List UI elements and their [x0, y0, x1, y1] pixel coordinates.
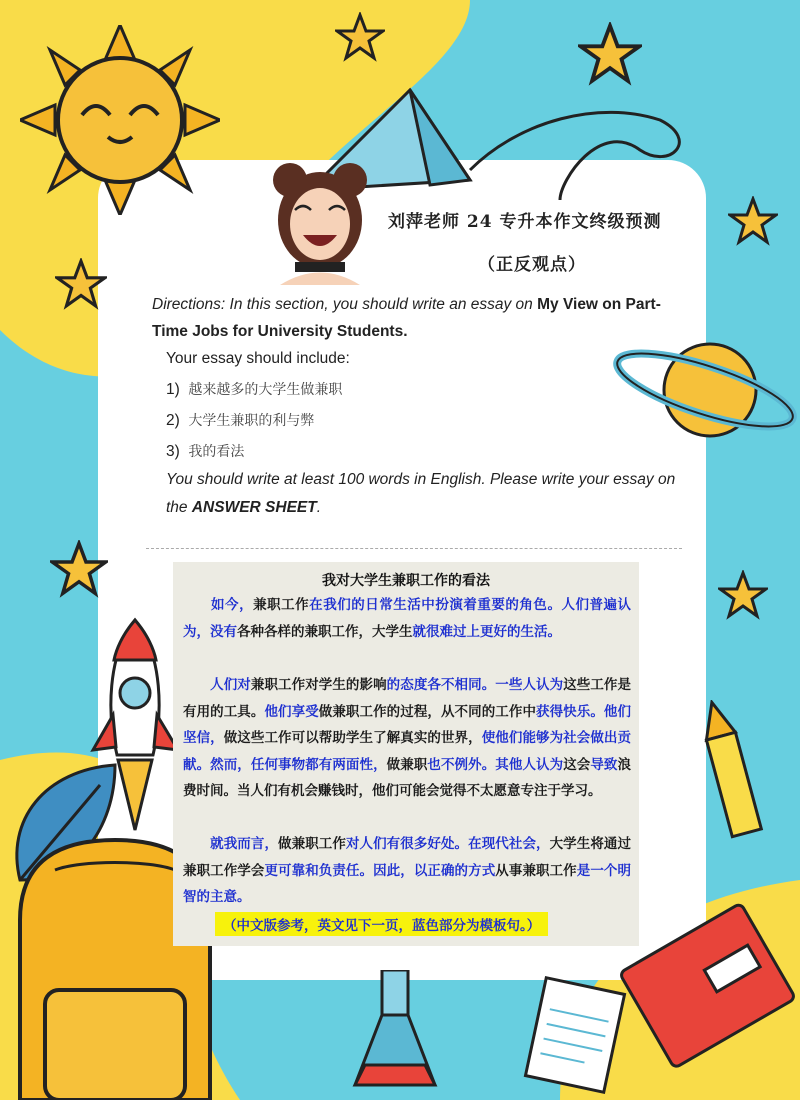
instruction-prefix: You should write at least 100 words in English. Please write your essay on the: [166, 471, 676, 516]
answer-sheet-label: ANSWER SHEET: [191, 499, 317, 516]
book-icon: [620, 900, 800, 1080]
essay-box: [173, 562, 639, 946]
essay-text: 做兼职工作的过程，从不同的工作中: [318, 703, 537, 720]
star-icon: [728, 196, 778, 246]
crayon-icon: [690, 700, 770, 840]
essay-text: 做这些工作可以帮助学生了解真实的世界，: [223, 730, 482, 746]
reference-note: （中文版参考，英文见下一页，蓝色部分为模板句。）: [215, 912, 548, 936]
planet-icon: [610, 330, 800, 450]
requirement-number: 2): [166, 412, 180, 429]
essay-text: 这会: [563, 756, 591, 773]
notepad-icon: [520, 975, 630, 1095]
star-icon: [578, 22, 642, 86]
template-sentence: 的态度各不相同。一些人认为: [386, 677, 564, 693]
essay-topic: My View on Part-Time Jobs for University Students.: [152, 296, 661, 340]
requirement-item: [166, 410, 314, 430]
template-sentence: 更可靠和负责任。因此，以正确的方式: [264, 862, 496, 879]
requirement-item: [166, 441, 244, 461]
essay-title: 我对大学生兼职工作的看法: [322, 573, 490, 589]
essay-text: 这些工作是有用的工具。: [183, 677, 631, 720]
template-sentence: 人们对: [183, 677, 251, 693]
avatar-girl: [265, 160, 375, 285]
template-sentence: 在我们的日常生活中扮演着重要的角色。人们普遍认为，没有: [183, 597, 632, 640]
star-icon: [718, 570, 768, 620]
template-sentence: 如今，: [183, 597, 254, 613]
star-icon: [55, 258, 107, 310]
directions-text: [152, 291, 692, 345]
requirement-item: [166, 379, 342, 399]
star-icon: [335, 12, 385, 62]
template-sentence: 对人们有很多好处。在现代社会，: [345, 836, 550, 852]
essay-paragraph: [183, 672, 631, 805]
essay-paragraph: [183, 592, 631, 645]
requirements-intro: Your essay should include:: [166, 350, 350, 367]
requirement-text: 大学生兼职的利与弊: [188, 413, 315, 429]
requirement-text: 越来越多的大学生做兼职: [188, 382, 343, 398]
essay-text: 兼职工作对学生的影响: [250, 677, 387, 693]
template-sentence: 是一个明智的主意。: [183, 862, 631, 905]
template-sentence: 导致: [590, 756, 618, 773]
essay-text: 从事兼职工作: [495, 862, 577, 879]
directions-prefix: Directions: In this section, you should write an essay on: [152, 296, 538, 313]
template-sentence: 使他们能够为社会做出贡献。然而，任何事物都有两面性，: [183, 730, 631, 773]
essay-text: 浪费时间。当人们有机会赚钱时，他们可能会觉得不太愿意专注于学习。: [183, 756, 631, 799]
essay-text: 做兼职工作: [278, 836, 346, 852]
star-icon: [50, 540, 108, 598]
instruction-suffix: .: [316, 499, 322, 516]
essay-paragraph: [183, 831, 631, 911]
template-sentence: 也不例外。其他人认为: [427, 756, 564, 773]
essay-text: 大学生将通过兼职工作学会: [183, 836, 631, 879]
essay-text: 各种各样的兼职工作，大学生: [237, 623, 413, 640]
template-sentence: 就很难过上更好的生活。: [412, 623, 561, 640]
requirement-number: 1): [166, 381, 180, 398]
requirement-text: 我的看法: [188, 444, 245, 460]
requirement-number: 3): [166, 443, 180, 460]
sun-icon: [20, 25, 220, 215]
template-sentence: 他们享受: [264, 703, 319, 720]
essay-text: 做兼职: [386, 756, 428, 773]
section-divider: [146, 548, 682, 549]
flask-icon: [350, 970, 440, 1100]
template-sentence: 获得快乐。他们坚信，: [183, 703, 631, 746]
essay-text: 兼职工作: [253, 597, 310, 613]
page-subtitle: （正反观点）: [478, 255, 586, 275]
instruction-text: [166, 466, 686, 522]
page-title: 刘萍老师 24 专升本作文终级预测: [388, 212, 662, 232]
template-sentence: 就我而言，: [183, 836, 279, 852]
